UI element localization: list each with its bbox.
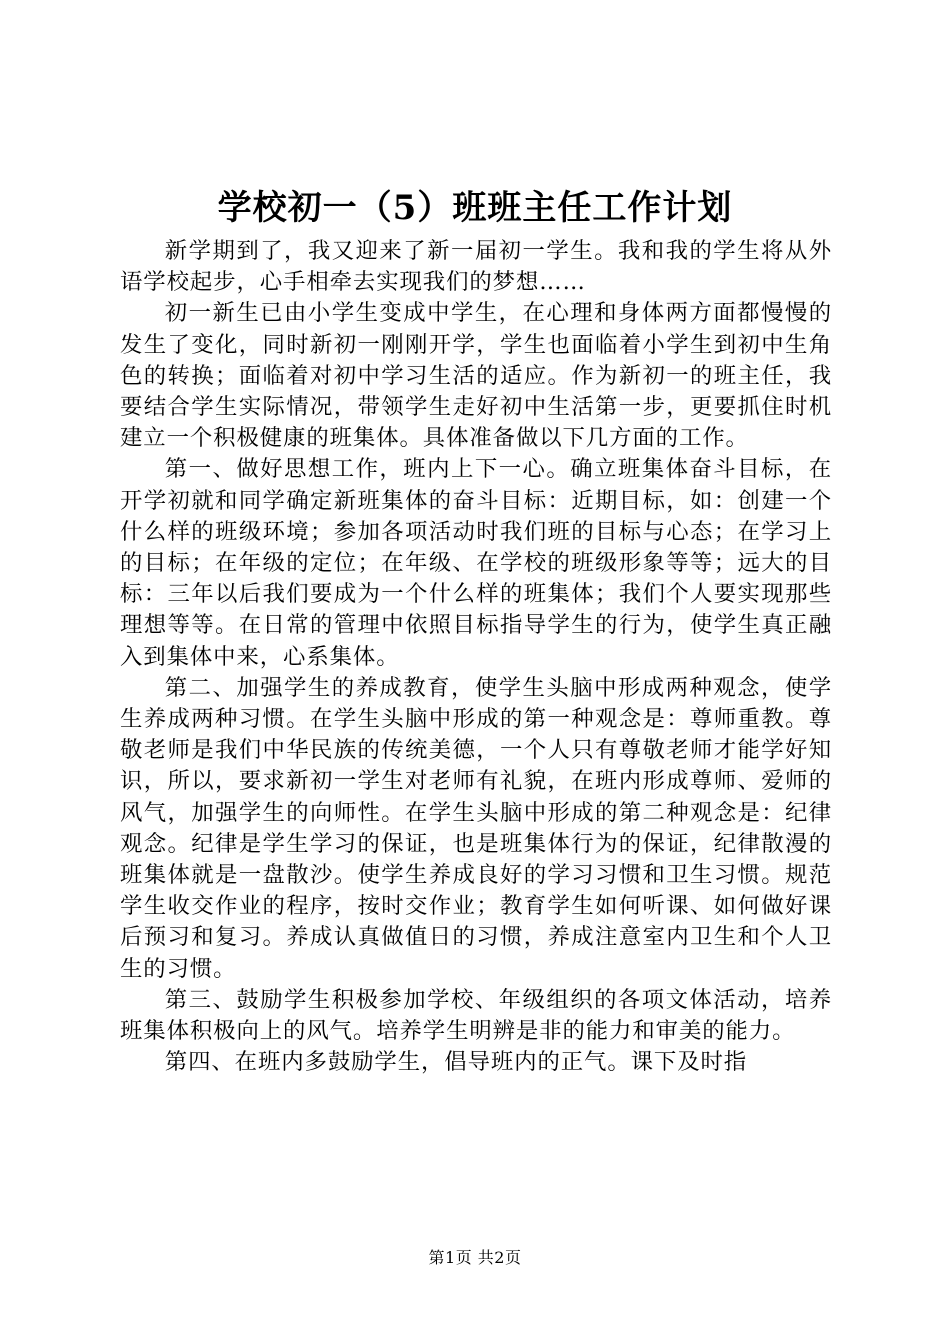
document-body: [120, 236, 832, 1078]
document-title: 学校初一（5）班班主任工作计划: [217, 188, 733, 228]
paragraph-third: 第三、鼓励学生积极参加学校、年级组织的各项文体活动，培养班集体积极向上的风气。培养学生明辨是非的能力和审美的能力。: [120, 986, 832, 1045]
paragraph-first: 第一、做好思想工作，班内上下一心。确立班集体奋斗目标，在开学初就和同学确定新班集体的奋斗目标：近期目标，如：创建一个什么样的班级环境；参加各项活动时我们班的目标与心态；在学习上的目标；在年级的定位；在年级、在学校的班级形象等等；远大的目标：三年以后我们要成为一个什么样的班集体；我们个人要实现那些理想等等。在日常的管理中依照目标指导学生的行为，使学生真正融入到集体中来，心系集体。: [120, 456, 832, 670]
paragraph-background: 初一新生已由小学生变成中学生，在心理和身体两方面都慢慢的发生了变化，同时新初一刚刚开学，学生也面临着小学生到初中生角色的转换；面临着对初中学习生活的适应。作为新初一的班主任，我要结合学生实际情况，带领学生走好初中生活第一步，更要抓住时机建立一个积极健康的班集体。具体准备做以下几方面的工作。: [120, 300, 832, 452]
paragraph-second: 第二、加强学生的养成教育，使学生头脑中形成两种观念，使学生养成两种习惯。在学生头脑中形成的第一种观念是：尊师重教。尊敬老师是我们中华民族的传统美德，一个人只有尊敬老师才能学好知识，所以，要求新初一学生对老师有礼貌，在班内形成尊师、爱师的风气，加强学生的向师性。在学生头脑中形成的第二种观念是：纪律观念。纪律是学生学习的保证，也是班集体行为的保证，纪律散漫的班集体就是一盘散沙。使学生养成良好的学习习惯和卫生习惯。规范学生收交作业的程序，按时交作业；教育学生如何听课、如何做好课后预习和复习。养成认真做值日的习惯，养成注意室内卫生和个人卫生的习惯。: [120, 674, 832, 982]
paragraph-fourth: 第四、在班内多鼓励学生，倡导班内的正气。课下及时指: [164, 1049, 748, 1076]
paragraph-intro: 新学期到了，我又迎来了新一届初一学生。我和我的学生将从外语学校起步，心手相牵去实现我们的梦想……: [120, 238, 832, 296]
page-number-footer: 第1页 共2页: [428, 1248, 522, 1267]
